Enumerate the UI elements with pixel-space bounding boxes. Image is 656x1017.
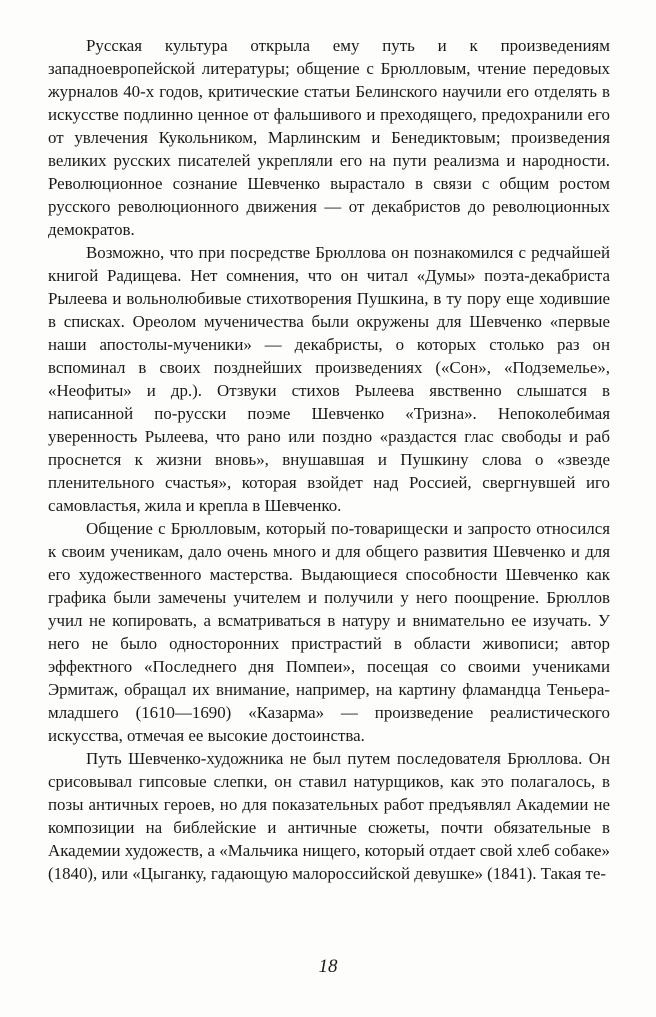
paragraph-3: Общение с Брюлловым, который по-товарищески и запросто относился к своим ученикам, дало очень много и для общего развития Шевченко и для его художественного мастерства. Выдающиеся способности Шевченко как графика были замечены учителем и получили у него поощрение. Брюллов учил не копировать, а всматриваться в натуру и внимательно ее изучать. У него не было односторонних пристрастий в области живописи; автор эффектного «Последнего дня Помпеи», посещая со своими учениками Эрмитаж, обращал их внимание, например, на картину фламандца Теньера-младшего (1610—1690) «Казарма» — произведение реалистического искусства, отмечая ее высокие достоинства. xyxy=(48,519,610,745)
page-number: 18 xyxy=(318,956,338,977)
paragraph-1: Русская культура открыла ему путь и к произведениям западноевропейской литературы; общение с Брюлловым, чтение передовых журналов 40-х годов, критические статьи Белинского научили его отделять в искусстве подлинно ценное от фальшивого и преходящего, предохранили его от увлечения Кукольником, Марлинским и Бенедиктовым; произведения великих русских писателей укрепляли его на пути реализма и народности. Революционное сознание Шевченко вырастало в связи с общим ростом русского революционного движения — от декабристов до революционных демократов. xyxy=(48,36,610,239)
body-text xyxy=(48,34,610,885)
paragraph-4: Путь Шевченко-художника не был путем последователя Брюллова. Он срисовывал гипсовые слепки, он ставил натурщиков, как это полагалось, в позы античных героев, но для показательных работ предъявлял Академии не композиции на библейские и античные сюжеты, почти обязательные в Академии художеств, а «Мальчика нищего, который отдает свой хлеб собаке» (1840), или «Цыганку, гадающую малороссийской девушке» (1841). Такая те- xyxy=(48,749,610,883)
paragraph-2: Возможно, что при посредстве Брюллова он познакомился с редчайшей книгой Радищева. Нет сомнения, что он читал «Думы» поэта-декабриста Рылеева и вольнолюбивые стихотворения Пушкина, в ту пору еще ходившие в списках. Ореолом мученичества были окружены для Шевченко «первые наши апостолы-мученики» — декабристы, о которых столько раз он вспоминал в своих позднейших произведениях («Сон», «Подземелье», «Неофиты» и др.). Отзвуки стихов Рылеева явственно слышатся в написанной по-русски поэме Шевченко «Тризна». Непоколебимая уверенность Рылеева, что рано или поздно «раздастся глас свободы и раб проснется к жизни вновь», внушавшая и Пушкину слова о «звезде пленительного счастья», которая взойдет над Россией, свергнувшей иго самовластья, жила и крепла в Шевченко. xyxy=(48,243,610,515)
